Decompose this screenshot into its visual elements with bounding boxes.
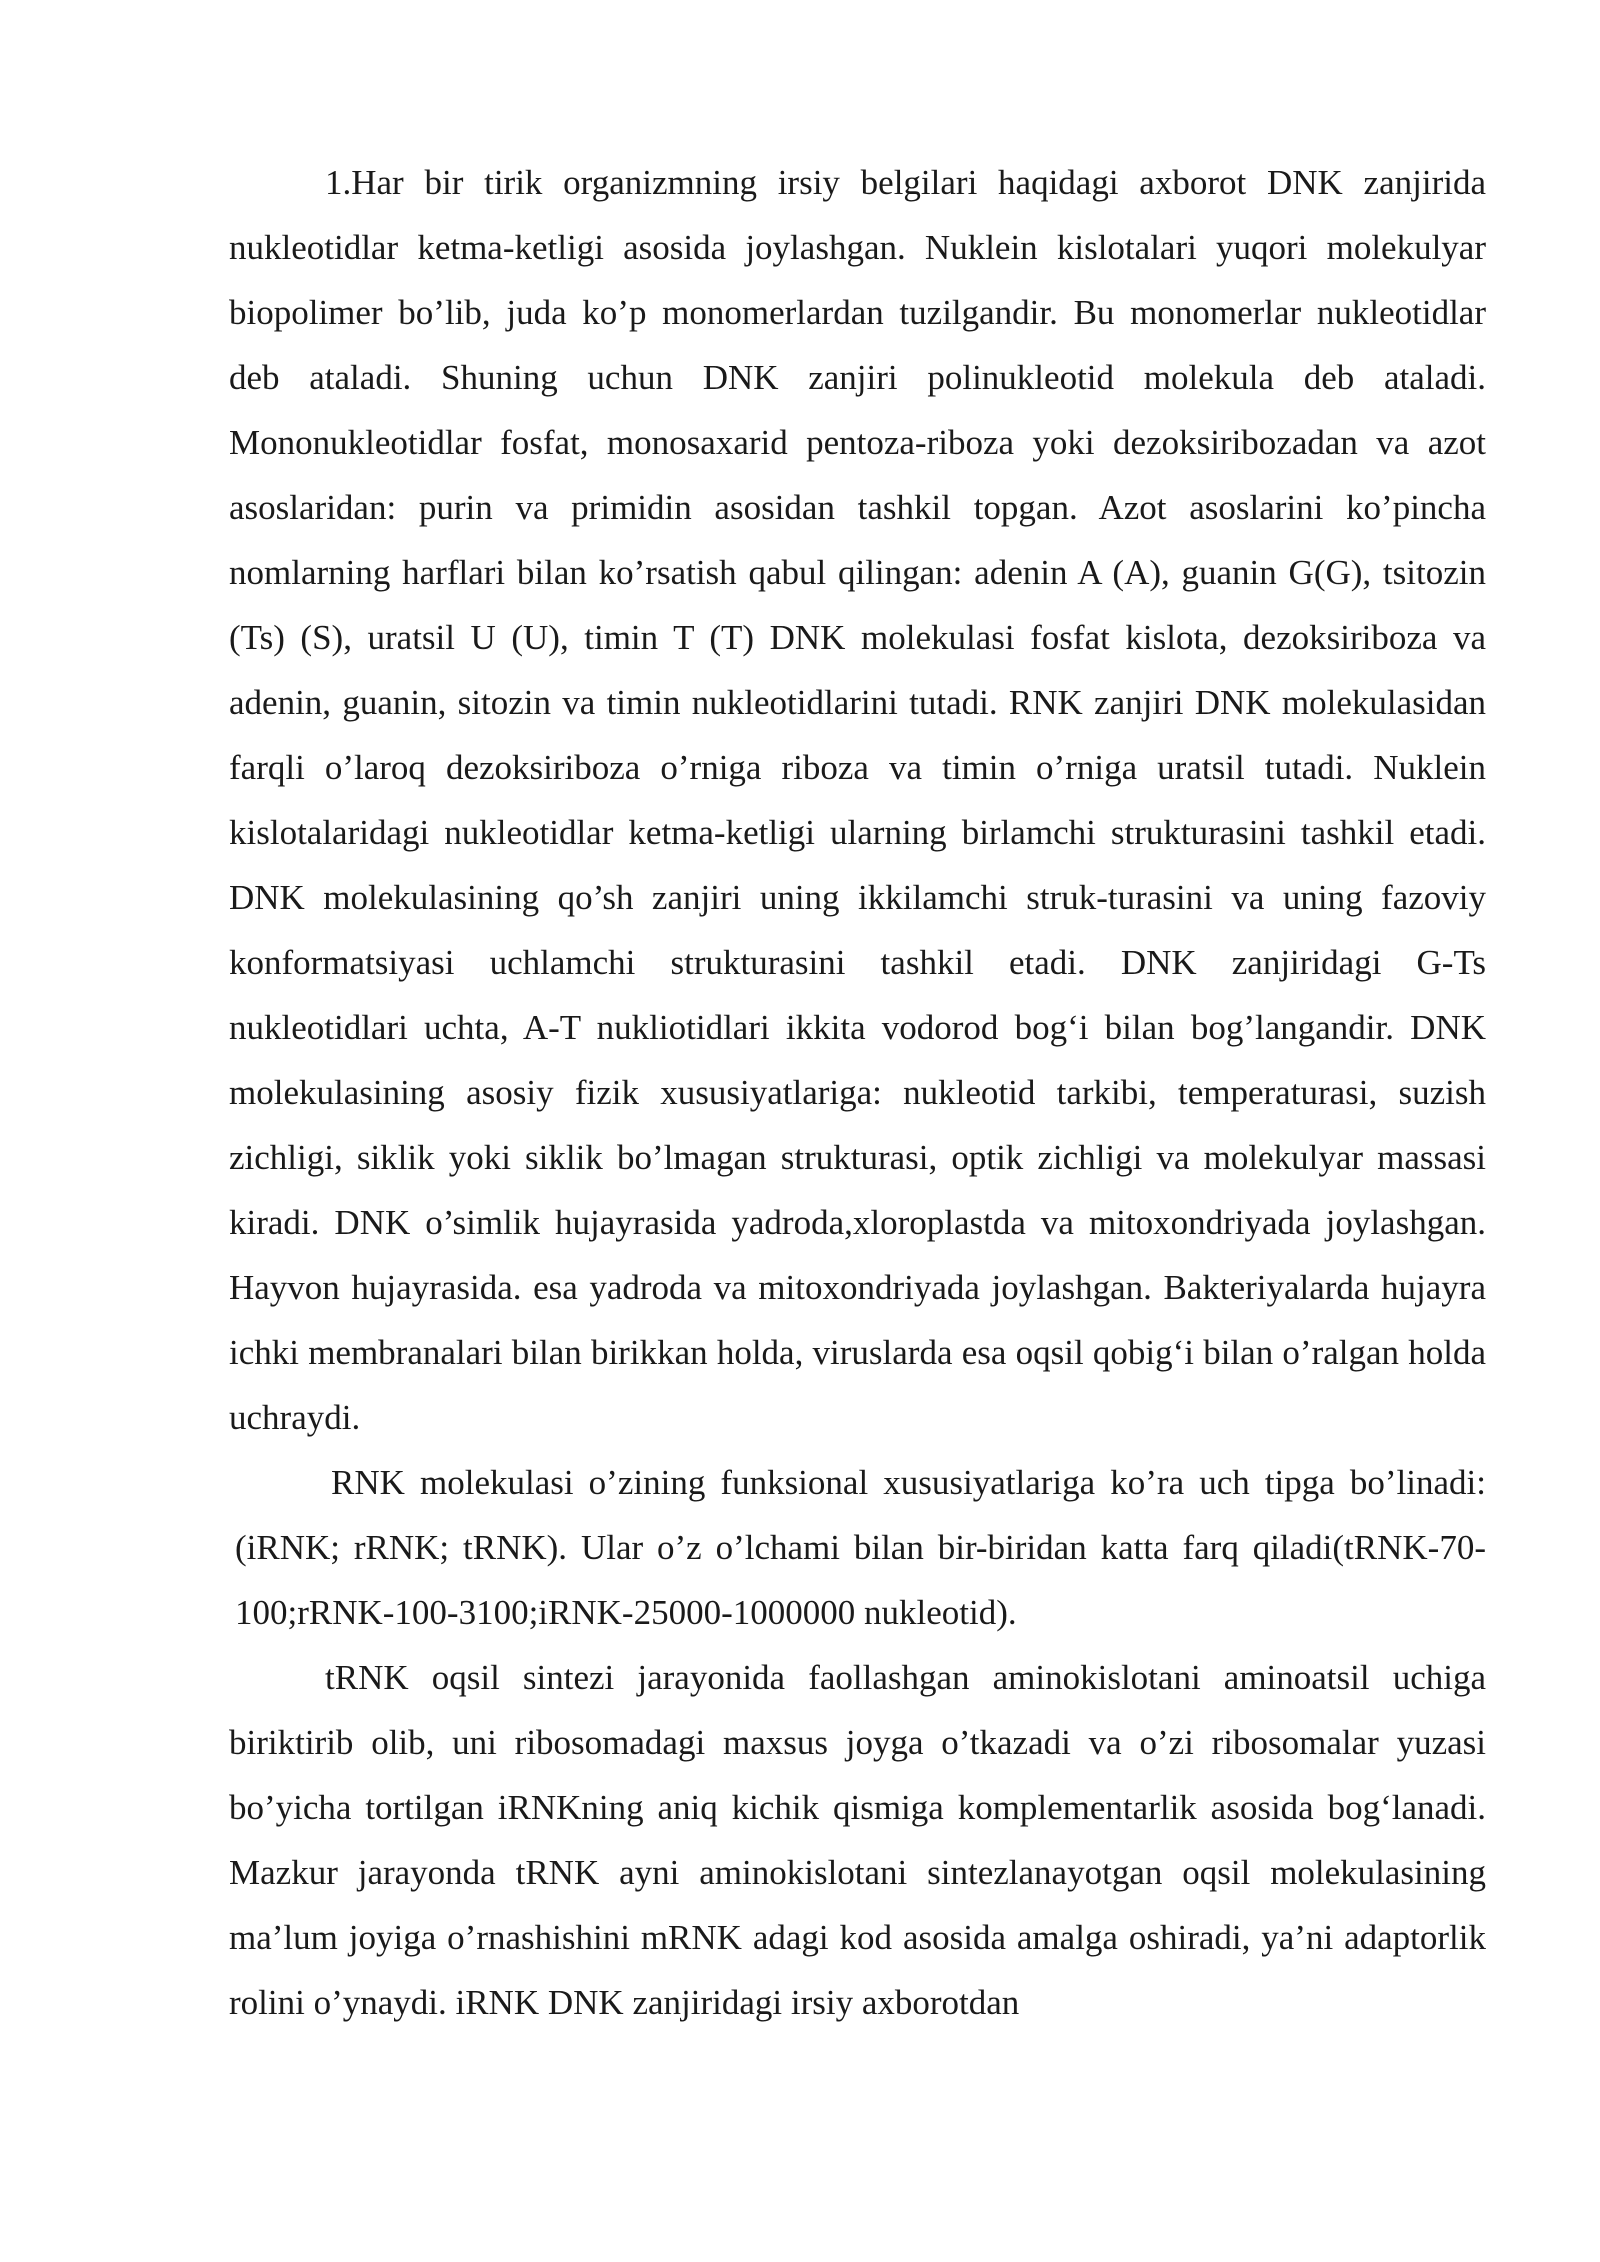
paragraph-rna-types: RNK molekulasi o’zining funksional xususiyatlariga ko’ra uch tipga bo’linadi: (iRNK; rRNK; tRNK). Ular o’z o’lchami bilan bir-biridan katta farq qiladi(tRNK-70-100;rRNK-100-3100;iRNK-25000-1000000 nukleotid). — [235, 1463, 1486, 1632]
document-page — [229, 150, 1486, 2035]
paragraph-trna-function: tRNK oqsil sintezi jarayonida faollashgan aminokislotani aminoatsil uchiga biriktirib olib, uni ribosomadagi maxsus joyga o’tkazadi va o’zi ribosomalar yuzasi bo’yicha tortilgan iRNKning aniq kichik qismiga komplementarlik asosida bog‘lanadi. Mazkur jarayonda tRNK ayni aminokislotani sintezlanayotgan oqsil molekulasining ma’lum joyiga o’rnashishini mRNK adagi kod asosida amalga oshiradi, ya’ni adaptorlik rolini o’ynaydi. iRNK DNK zanjiridagi irsiy axborotdan — [229, 1658, 1486, 2022]
paragraph-dna-structure: 1.Har bir tirik organizmning irsiy belgilari haqidagi axborot DNK zanjirida nukleotidlar ketma-ketligi asosida joylashgan. Nuklein kislotalari yuqori molekulyar biopolimer bo’lib, juda ko’p monomerlardan tuzilgandir. Bu monomerlar nukleotidlar deb ataladi. Shuning uchun DNK zanjiri polinukleotid molekula deb ataladi. Mononukleotidlar fosfat, monosaxarid pentoza-riboza yoki dezoksiribozadan va azot asoslaridan: purin va primidin asosidan tashkil topgan. Azot asoslarini ko’pincha nomlarning harflari bilan ko’rsatish qabul qilingan: adenin A (A), guanin G(G), tsitozin (Ts) (S), uratsil U (U), timin T (T) DNK molekulasi fosfat kislota, dezoksiriboza va adenin, guanin, sitozin va timin nukleotidlarini tutadi. RNK zanjiri DNK molekulasidan farqli o’laroq dezoksiriboza o’rniga riboza va timin o’rniga uratsil tutadi. Nuklein kislotalaridagi nukleotidlar ketma-ketligi ularning birlamchi strukturasini tashkil etadi. DNK molekulasining qo’sh zanjiri uning ikkilamchi struk-turasini va uning fazoviy konformatsiyasi uchlamchi strukturasini tashkil etadi. DNK zanjiridagi G-Ts nukleotidlari uchta, A-T nukliotidlari ikkita vodorod bog‘i bilan bog’langandir. DNK molekulasining asosiy fizik xususiyatlariga: nukleotid tarkibi, temperaturasi, suzish zichligi, siklik yoki siklik bo’lmagan strukturasi, optik zichligi va molekulyar massasi kiradi. DNK o’simlik hujayrasida yadroda,xloroplastda va mitoxondriyada joylashgan. Hayvon hujayrasida. esa yadroda va mitoxondriyada joylashgan. Bakteriyalarda hujayra ichki membranalari bilan birikkan holda, viruslarda esa oqsil qobig‘i bilan o’ralgan holda uchraydi. — [229, 163, 1486, 1437]
